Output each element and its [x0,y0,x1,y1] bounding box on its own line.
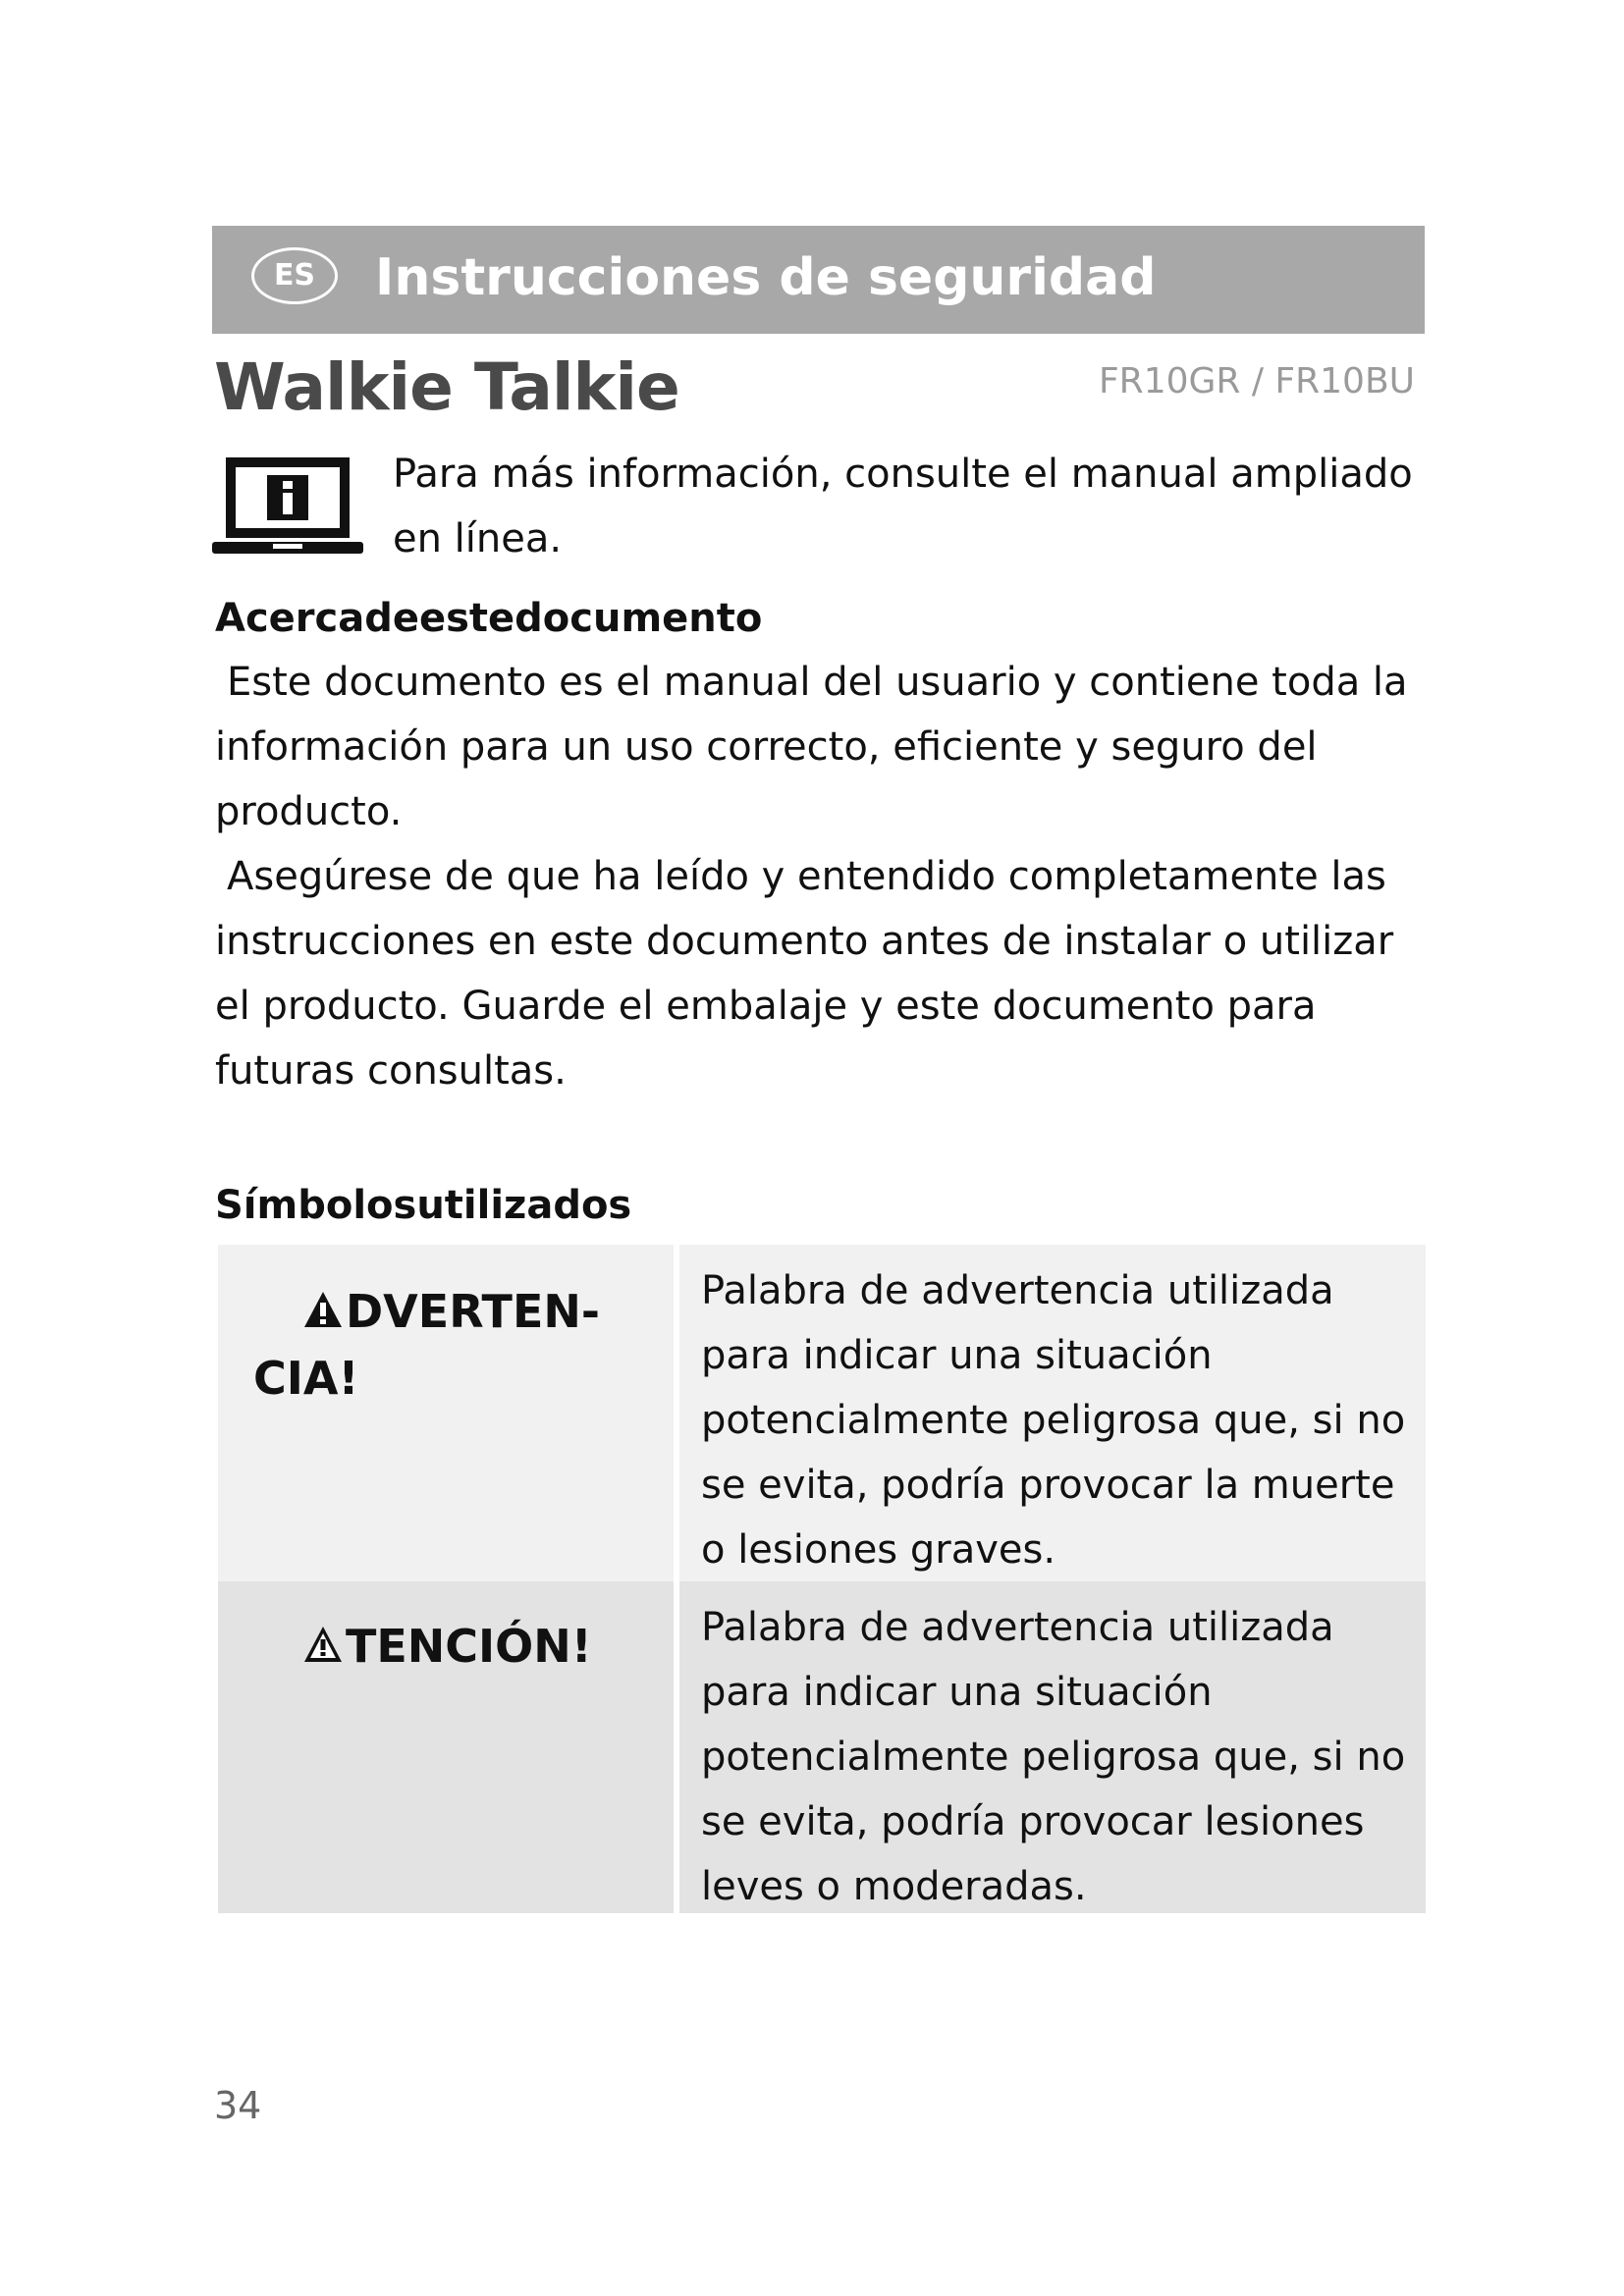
page-number: 34 [214,2084,262,2127]
signal-word-line1: DVERTEN- [346,1285,600,1338]
table-row [218,1581,1426,1913]
signal-word-atencion [302,1613,592,1680]
section-header-band [212,226,1425,334]
laptop-info-icon [212,452,363,560]
warning-triangle-icon [302,1625,344,1664]
about-paragraph-2: Asegúrese de que ha leído y entendido completamente las instrucciones en este documento antes de instalar o utilizar el producto. Guarde el embalaje y este documento para futuras consultas. [215,854,1394,1094]
signal-word-advertencia [302,1278,600,1345]
signal-word-cell [218,1581,674,1913]
online-manual-note: Para más información, consulte el manual ampliado en línea. [393,452,1413,561]
signal-description: Palabra de advertencia utilizada para indicar una situación potencialmente peligrosa que, si no se evita, podría provocar la muerte o lesiones graves. [679,1245,1426,1581]
symbols-table [218,1245,1426,1913]
warning-triangle-icon [302,1290,344,1329]
signal-word-cell [218,1245,674,1581]
symbols-used-heading: Símbolosutilizados [215,1183,632,1228]
about-document-heading: Acercadeestedocumento [215,596,763,641]
table-row [218,1245,1426,1581]
signal-word-line1: TENCIÓN! [346,1620,592,1673]
signal-description: Palabra de advertencia utilizada para indicar una situación potencialmente peligrosa que, si no se evita, podría provocar lesiones leves o moderadas. [679,1581,1426,1913]
language-badge: ES [251,247,338,304]
model-number: FR10GR / FR10BU [1098,361,1415,401]
section-title: Instrucciones de seguridad [375,248,1157,307]
product-title: Walkie Talkie [214,349,679,425]
about-paragraph-1: Este documento es el manual del usuario y contiene toda la información para un uso correcto, eficiente y seguro del producto. [215,660,1408,834]
signal-word-line2: CIA! [253,1352,359,1405]
